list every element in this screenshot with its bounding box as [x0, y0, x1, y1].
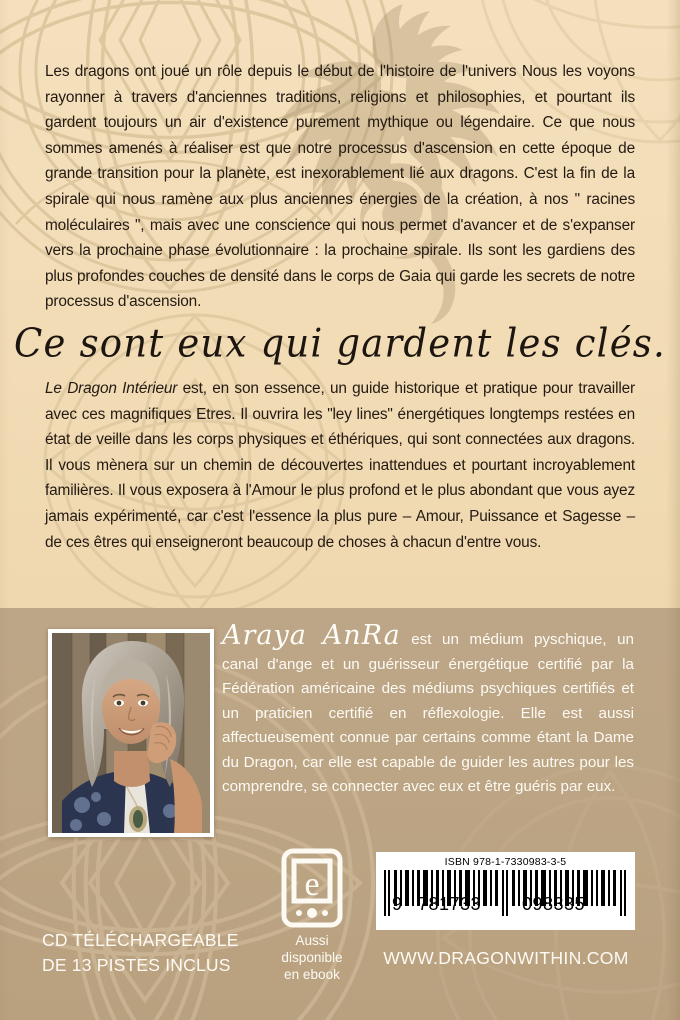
book-title-italic: Le Dragon Intérieur — [45, 380, 178, 397]
author-photo-frame — [48, 629, 214, 837]
ebook-label — [265, 932, 359, 983]
isbn-barcode — [376, 852, 635, 930]
author-bio — [222, 620, 634, 800]
cd-included-note — [42, 928, 262, 978]
ebook-label-line-1: Aussi disponible — [281, 933, 343, 965]
barcode-group-1: 781733 — [418, 894, 482, 914]
cd-line-2: DE 13 PISTES INCLUS — [42, 955, 231, 975]
barcode-group-2: 098335 — [522, 894, 586, 914]
barcode-digits — [392, 895, 619, 915]
ebook-label-line-2: en ebook — [284, 967, 340, 982]
tagline-script: Ce sont eux qui gardent les clés. — [14, 320, 666, 367]
cd-line-1: CD TÉLÉCHARGEABLE — [42, 930, 239, 950]
isbn-number: ISBN 978-1-7330983-3-5 — [444, 856, 567, 868]
blurb-paragraph-2 — [45, 376, 635, 555]
barcode-bars — [384, 870, 627, 916]
blurb-paragraph-1: Les dragons ont joué un rôle depuis le début de l'histoire de l'univers Nous les voyons rayonner à travers d'anciennes traditions, religions et philosophies, et pourtant ils gardent toujours un air d'existence purement mythique ou légendaire. Ce que nous sommes amenés à réaliser est que notre processus d'ascension en cette époque de grande transition pour la planète, est inexorablement lié aux dragons. C'est la fin de la spirale qui nous ramène aux plus anciennes énergies de la création, à nos " racines moléculaires ", mais avec une conscience qui nous permet d'avancer et de s'expanser vers la prochaine phase évolutionnaire : la prochaine spirale. Ils sont les gardiens des plus profondes couches de densité dans le corps de Gaia qui garde les secrets de notre processus d'ascension. — [45, 63, 635, 311]
ereader-e-icon — [265, 848, 359, 928]
website-url: WWW.DRAGONWITHIN.COM — [383, 948, 629, 968]
ebook-availability — [265, 848, 359, 983]
blurb-paragraph-2-rest: est, en son essence, un guide historique et pratique pour travailler avec ces magnifiques Etres. Il ouvrira les "ley lines" énergétiques longtemps restées en état de veille dans les corps physiques et éthériques, qui sont connectées aux dragons. Il vous mènera sur un chemin de découvertes inattendues et pourtant incroyablement familières. Il vous exposera à l'Amour le plus profond et le plus abondant que vous ayez jamais expérimenté, car c'est l'essence la plus pure – Amour, Puissance et Sagesse – de ces êtres qui enseigneront beaucoup de choses à chacun d'entre vous. — [45, 380, 635, 551]
author-name: Araya AnRa — [222, 620, 401, 651]
author-photo — [52, 633, 210, 833]
author-bio-text: est un médium pyschique, un canal d'ange et un guérisseur énergétique certifié par la Fédération américaine des médiums psychiques certifiés et un praticien certifié en réflexologie. Elle est aussi affectueusement connue par certains comme étant la Dame du Dragon, car elle est capable de guider les autres pour les comprendre, se connecter avec eux et être guéris par eux. — [222, 631, 634, 795]
svg-text:e: e — [304, 866, 320, 903]
barcode-lead-digit: 9 — [392, 894, 403, 914]
